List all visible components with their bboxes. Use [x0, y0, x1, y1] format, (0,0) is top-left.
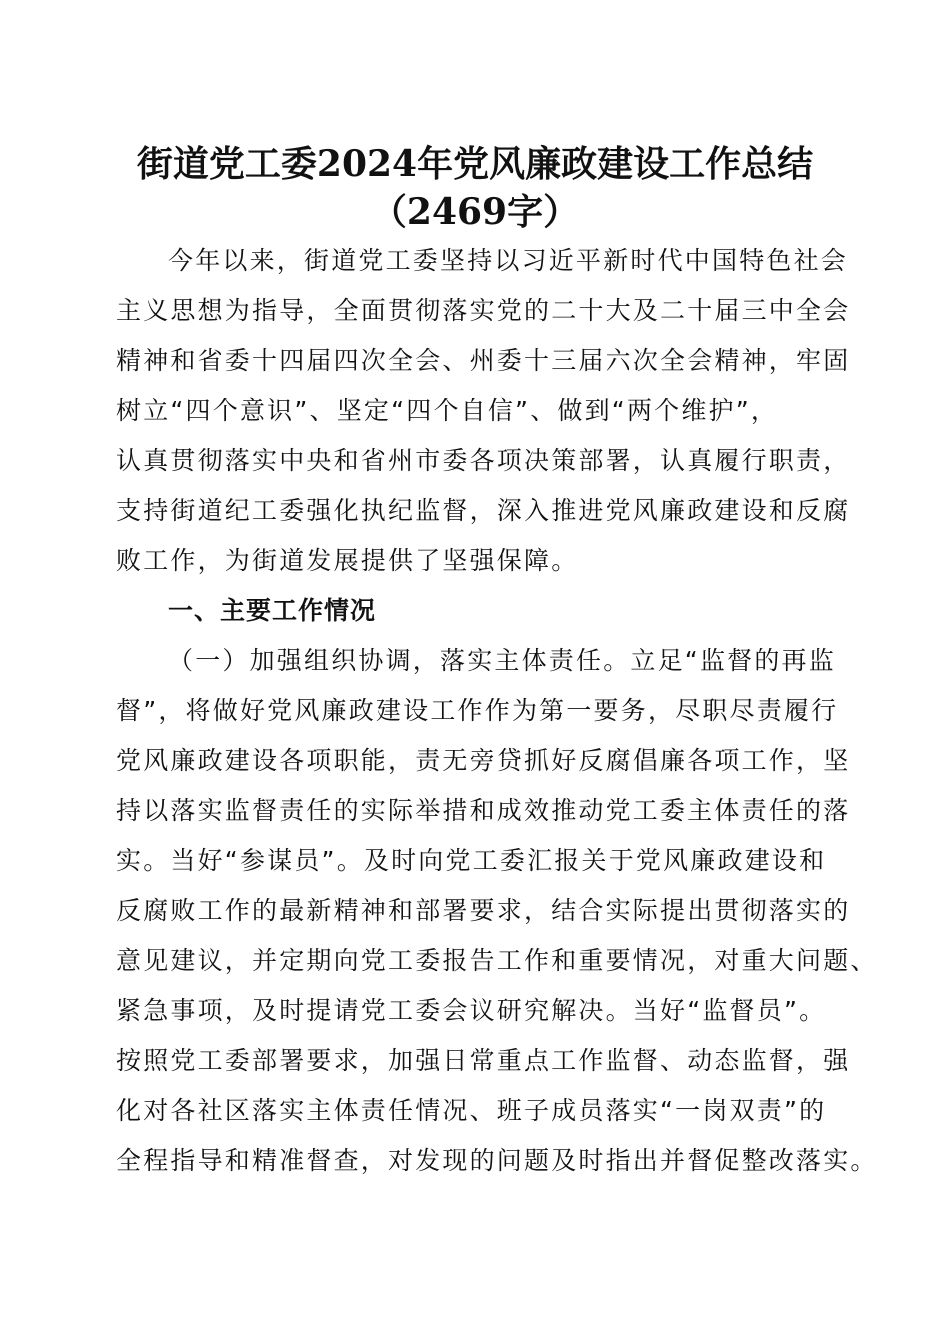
intro-line: 精神和省委十四届四次全会、州委十三届六次全会精神，牢固 [116, 346, 851, 375]
section-line: 党风廉政建设各项职能，责无旁贷抓好反腐倡廉各项工作，坚 [116, 746, 851, 775]
section-line: 按照党工委部署要求，加强日常重点工作监督、动态监督，强 [116, 1046, 851, 1075]
section-line: 实。当好“参谋员”。及时向党工委汇报关于党风廉政建设和 [116, 846, 827, 875]
section-line: 意见建议，并定期向党工委报告工作和重要情况，对重大问题、 [116, 946, 878, 975]
section-line: 督”，将做好党风廉政建设工作作为第一要务，尽职尽责履行 [116, 696, 839, 725]
intro-line: 认真贯彻落实中央和省州市委各项决策部署，认真履行职责， [116, 446, 851, 475]
intro-line: 树立“四个意识”、坚定“四个自信”、做到“两个维护”， [116, 396, 779, 425]
section-line: 全程指导和精准督查，对发现的问题及时指出并督促整改落实。 [116, 1146, 878, 1175]
section-line: 持以落实监督责任的实际举措和成效推动党工委主体责任的落 [116, 796, 851, 825]
section-line: （一）加强组织协调，落实主体责任。立足“监督的再监 [168, 646, 836, 675]
intro-line: 支持街道纪工委强化执纪监督，深入推进党风廉政建设和反腐 [116, 496, 851, 525]
intro-line: 败工作，为街道发展提供了坚强保障。 [116, 546, 579, 575]
intro-line: 主义思想为指导，全面贯彻落实党的二十大及二十届三中全会 [116, 296, 851, 325]
section-heading: 一、主要工作情况 [168, 596, 377, 625]
section-line: 化对各社区落实主体责任情况、班子成员落实“一岗双责”的 [116, 1096, 827, 1125]
section-line: 反腐败工作的最新精神和部署要求，结合实际提出贯彻落实的 [116, 896, 851, 925]
document-subtitle: （2469字） [370, 191, 580, 233]
document-title: 街道党工委2024年党风廉政建设工作总结 [136, 143, 814, 185]
section-line: 紧急事项，及时提请党工委会议研究解决。当好“监督员”。 [116, 996, 827, 1025]
intro-line: 今年以来，街道党工委坚持以习近平新时代中国特色社会 [168, 246, 849, 275]
